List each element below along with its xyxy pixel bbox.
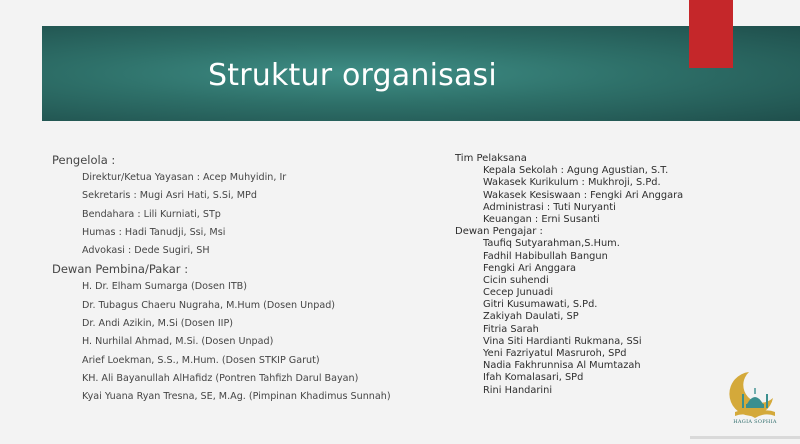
list-item: Administrasi : Tuti Nuryanti — [483, 201, 616, 213]
list-item: H. Nurhilal Ahmad, M.Si. (Dosen Unpad) — [82, 336, 274, 348]
list-item: Dr. Andi Azikin, M.Si (Dosen IIP) — [82, 318, 234, 330]
list-item: Arief Loekman, S.S., M.Hum. (Dosen STKIP Garut) — [82, 354, 320, 366]
list-item: Wakasek Kesiswaan : Fengki Ari Anggara — [483, 189, 684, 201]
list-item: Dr. Tubagus Chaeru Nugraha, M.Hum (Dosen Unpad) — [82, 299, 336, 311]
list-item: Humas : Hadi Tanudji, Ssi, Msi — [82, 226, 226, 238]
list-item: Gitri Kusumawati, S.Pd. — [483, 299, 598, 311]
left-column — [52, 151, 391, 407]
list-item: Keuangan : Erni Susanti — [483, 213, 600, 225]
list-item: Bendahara : Lili Kurniati, STp — [82, 208, 221, 220]
pengajar-heading: Dewan Pengajar : — [455, 226, 543, 238]
list-item: Kyai Yuana Ryan Tresna, SE, M.Ag. (Pimpinan Khadimus Sunnah) — [82, 391, 391, 403]
pembina-heading: Dewan Pembina/Pakar : — [52, 262, 189, 277]
list-item: Rini Handarini — [483, 384, 553, 396]
list-item: Wakasek Kurikulum : Mukhroji, S.Pd. — [483, 177, 661, 189]
divider — [690, 436, 800, 439]
list-item: H. Dr. Elham Sumarga (Dosen ITB) — [82, 281, 248, 293]
list-item: Cecep Junuadi — [483, 287, 554, 299]
tim-heading: Tim Pelaksana — [455, 153, 527, 164]
list-item: Fengki Ari Anggara — [483, 262, 577, 274]
list-item: Kepala Sekolah : Agung Agustian, S.T. — [483, 165, 669, 177]
list-item: Ifah Komalasari, SPd — [483, 372, 584, 384]
list-item: Sekretaris : Mugi Asri Hati, S.Si, MPd — [82, 190, 257, 202]
slide-title: Struktur organisasi — [208, 58, 497, 93]
list-item: Direktur/Ketua Yayasan : Acep Muhyidin, Ir — [82, 172, 287, 183]
red-accent-tab — [689, 0, 733, 68]
list-item: Yeni Fazriyatul Masruroh, SPd — [483, 348, 627, 359]
list-item: Cicin suhendi — [483, 274, 549, 286]
list-item: Nadia Fakhrunnisa Al Mumtazah — [483, 360, 641, 372]
list-item: Zakiyah Daulati, SP — [483, 311, 579, 323]
pengelola-heading: Pengelola : — [52, 153, 116, 167]
right-column — [455, 153, 683, 397]
list-item: Vina Siti Hardianti Rukmana, SSi — [483, 335, 642, 347]
list-item: Taufiq Sutyarahman,S.Hum. — [483, 238, 620, 250]
list-item: Advokasi : Dede Sugiri, SH — [82, 245, 210, 257]
list-item: KH. Ali Bayanullah AlHafidz (Pontren Tahfizh Darul Bayan) — [82, 372, 359, 384]
list-item: Fitria Sarah — [483, 323, 539, 335]
list-item: Fadhil Habibullah Bangun — [483, 250, 608, 262]
logo-text: HAGIA SOPHIA — [733, 419, 777, 425]
